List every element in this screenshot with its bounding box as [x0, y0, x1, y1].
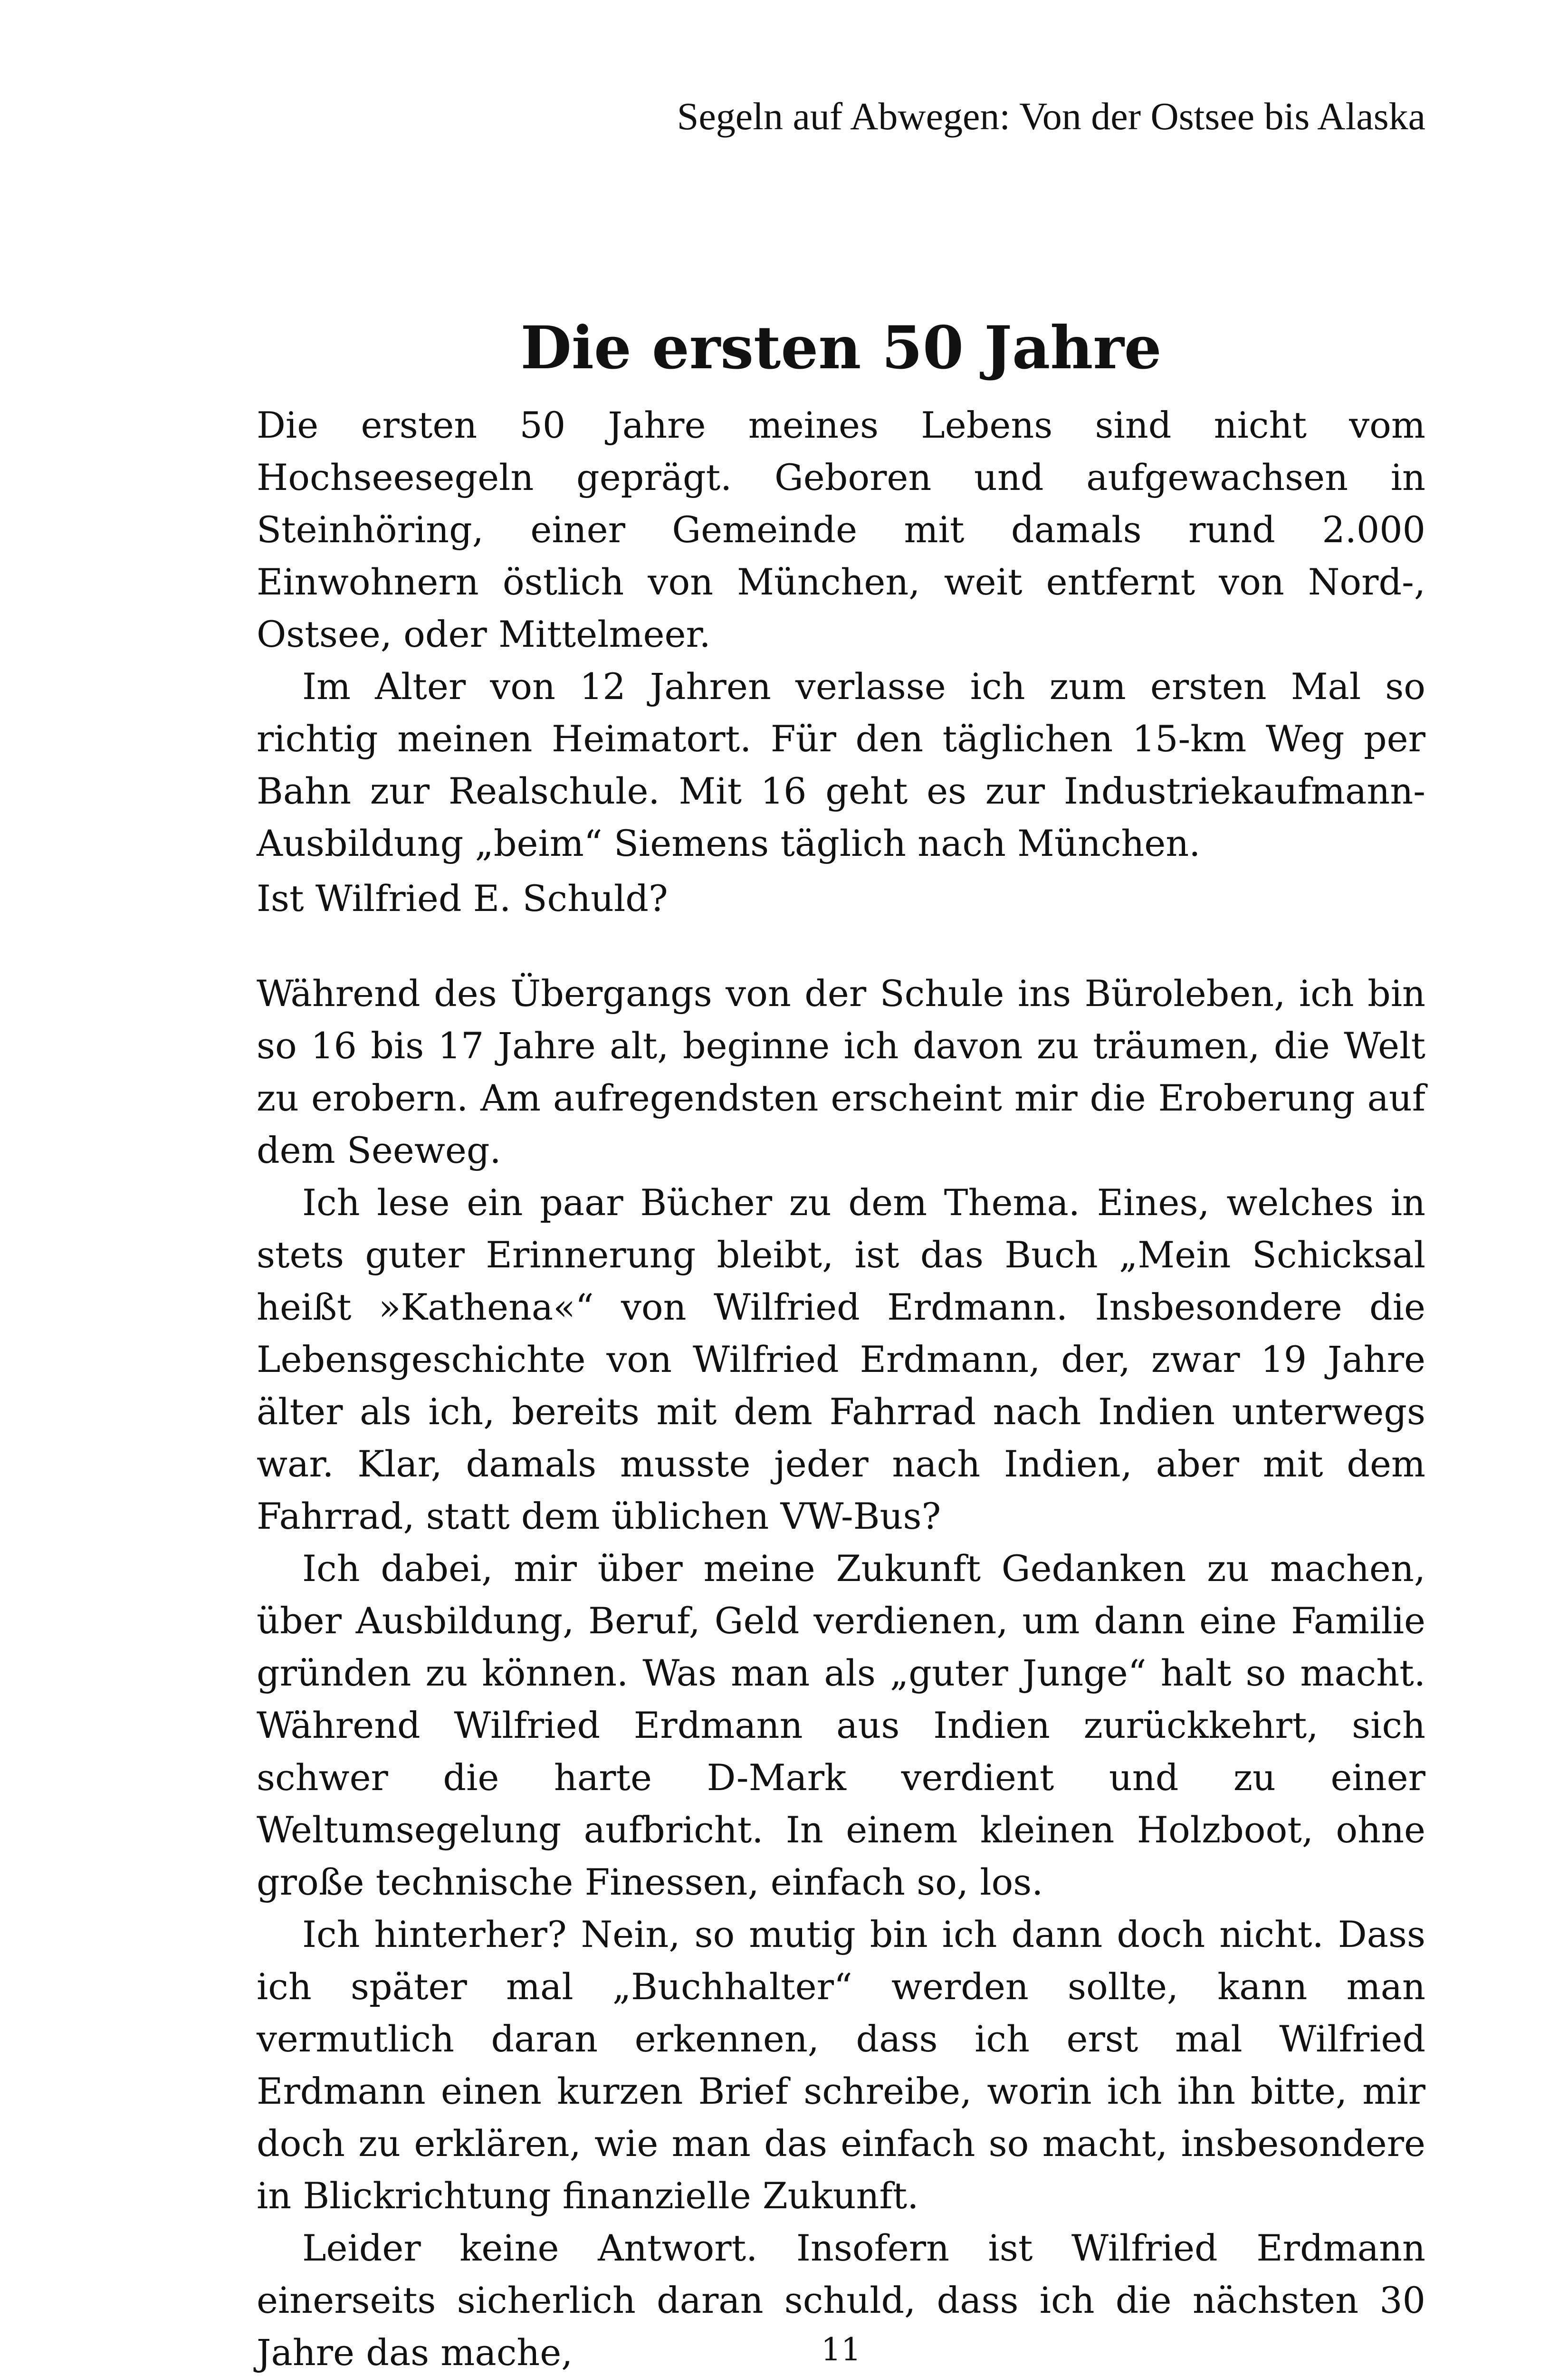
paragraph: Im Alter von 12 Jahren verlasse ich zum ersten Mal so richtig meinen Heimatort. Für den täglichen 15-km Weg per Bahn zur Realschule. Mit 16 geht es zur Industriekaufmann-Ausbildung „beim“ Siemens täglich nach München.	[257, 665, 1425, 864]
running-head: Segeln auf Abwegen: Von der Ostsee bis Alaska	[677, 95, 1425, 138]
chapter-title: Die ersten 50 Jahre	[520, 314, 1162, 383]
section-1-body	[257, 399, 1425, 870]
page-number: 11	[821, 2331, 861, 2368]
section-2-body	[257, 968, 1425, 2376]
paragraph: Ich lese ein paar Bücher zu dem Thema. Eines, welches in stets guter Erinnerung bleibt, ist das Buch „Mein Schicksal heißt »Kathena«“ von Wilfried Erdmann. Insbesondere die Lebensgeschichte von Wilfried Erdmann, der, zwar 19 Jahre älter als ich, bereits mit dem Fahrrad nach Indien unterwegs war. Klar, damals musste jeder nach Indien, aber mit dem Fahrrad, statt dem üblichen VW-Bus?	[257, 1181, 1425, 1537]
paragraph: Ich dabei, mir über meine Zukunft Gedanken zu machen, über Ausbildung, Beruf, Geld verdienen, um dann eine Familie gründen zu können. Was man als „guter Junge“ halt so macht. Während Wilfried Erdmann aus Indien zurückkehrt, sich schwer die harte D-Mark verdient und zu einer Weltumsegelung aufbricht. In einem kleinen Holzboot, ohne große technische Finessen, einfach so, los.	[257, 1547, 1425, 1903]
paragraph: Die ersten 50 Jahre meines Lebens sind nicht vom Hochseesegeln geprägt. Geboren und aufgewachsen in Steinhöring, einer Gemeinde mit damals rund 2.000 Einwohnern östlich von München, weit entfernt von Nord-, Ostsee, oder Mittelmeer.	[257, 404, 1425, 655]
paragraph: Ich hinterher? Nein, so mutig bin ich dann doch nicht. Dass ich später mal „Buchhalter“ werden sollte, kann man vermutlich daran erkennen, dass ich erst mal Wilfried Erdmann einen kurzen Brief schreibe, worin ich ihn bitte, mir doch zu erklären, wie man das einfach so macht, insbesondere in Blickrichtung finanzielle Zukunft.	[257, 1913, 1425, 2217]
paragraph: Leider keine Antwort. Insofern ist Wilfried Erdmann einerseits sicherlich daran schuld, dass ich die nächsten 30 Jahre das mache,	[257, 2227, 1425, 2374]
section-subheading: Ist Wilfried E. Schuld?	[257, 877, 668, 920]
paragraph: Während des Übergangs von der Schule ins Büroleben, ich bin so 16 bis 17 Jahre alt, beginne ich davon zu träumen, die Welt zu erobern. Am aufregendsten erscheint mir die Eroberung auf dem Seeweg.	[257, 972, 1425, 1171]
